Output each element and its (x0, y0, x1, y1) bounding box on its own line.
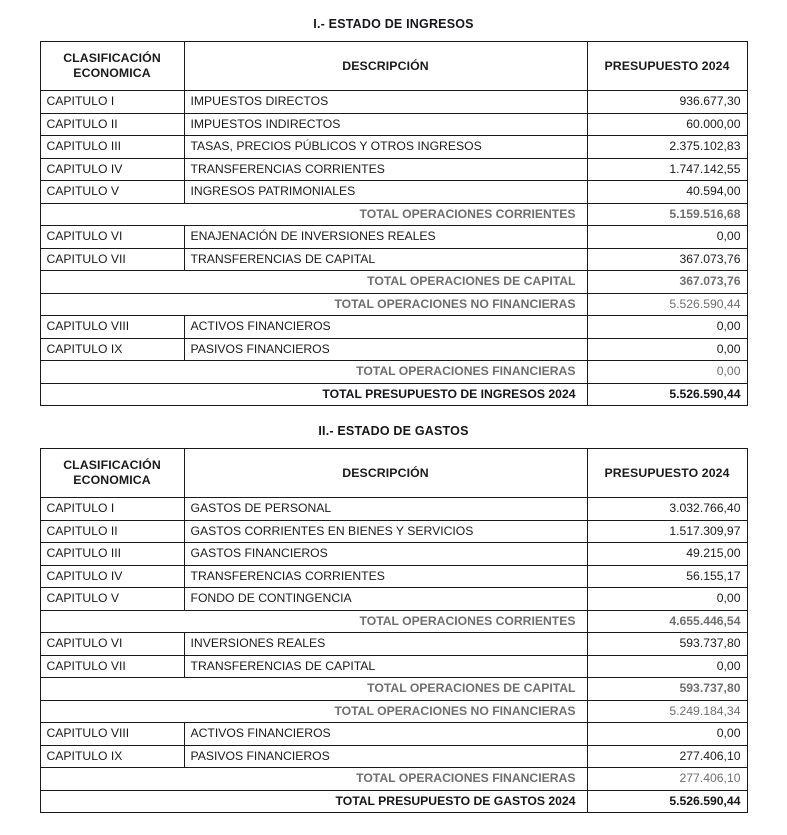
cell-presupuesto-amount: 2.375.102,83 (587, 136, 747, 159)
cell-subtotal-amount: 593.737,80 (587, 678, 747, 701)
cell-descripcion: TASAS, PRECIOS PÚBLICOS Y OTROS INGRESOS (184, 136, 587, 159)
table-row (40, 745, 747, 768)
table-estado-de-ingresos (40, 41, 748, 406)
column-header-descripcion: DESCRIPCIÓN (184, 42, 587, 91)
table-row (40, 520, 747, 543)
table-row (40, 633, 747, 656)
cell-clasificacion-economica: CAPITULO VII (40, 248, 184, 271)
table-row-grand-total (40, 383, 747, 406)
cell-presupuesto-amount: 0,00 (587, 338, 747, 361)
table-row-subtotal (40, 361, 747, 384)
cell-descripcion: TRANSFERENCIAS CORRIENTES (184, 158, 587, 181)
cell-clasificacion-economica: CAPITULO III (40, 543, 184, 566)
table-row-subtotal (40, 610, 747, 633)
cell-subtotal-label: TOTAL OPERACIONES FINANCIERAS (40, 361, 587, 384)
column-header-clasificacion-line1: CLASIFICACIÓN (63, 458, 161, 472)
cell-clasificacion-economica: CAPITULO VII (40, 655, 184, 678)
section-title-ingresos: I.- ESTADO DE INGRESOS (313, 17, 474, 31)
cell-descripcion: GASTOS CORRIENTES EN BIENES Y SERVICIOS (184, 520, 587, 543)
cell-clasificacion-economica: CAPITULO V (40, 588, 184, 611)
cell-clasificacion-economica: CAPITULO VI (40, 633, 184, 656)
cell-presupuesto-amount: 1.517.309,97 (587, 520, 747, 543)
cell-presupuesto-amount: 0,00 (587, 723, 747, 746)
cell-subtotal-label: TOTAL OPERACIONES NO FINANCIERAS (40, 293, 587, 316)
cell-presupuesto-amount: 49.215,00 (587, 543, 747, 566)
table-row (40, 316, 747, 339)
cell-presupuesto-amount: 593.737,80 (587, 633, 747, 656)
table-header-row (40, 449, 747, 498)
cell-clasificacion-economica: CAPITULO IX (40, 745, 184, 768)
cell-subtotal-amount: 4.655.446,54 (587, 610, 747, 633)
cell-descripcion: PASIVOS FINANCIEROS (184, 745, 587, 768)
cell-grand-total-amount: 5.526.590,44 (587, 383, 747, 406)
column-header-clasificacion-economica (40, 42, 184, 91)
table-row-grand-total (40, 790, 747, 813)
cell-subtotal-amount: 5.526.590,44 (587, 293, 747, 316)
table-row-subtotal (40, 768, 747, 791)
cell-clasificacion-economica: CAPITULO IV (40, 565, 184, 588)
table-row (40, 181, 747, 204)
cell-descripcion: FONDO DE CONTINGENCIA (184, 588, 587, 611)
cell-descripcion: GASTOS FINANCIEROS (184, 543, 587, 566)
cell-presupuesto-amount: 0,00 (587, 588, 747, 611)
table-body-gastos (40, 498, 747, 813)
column-header-presupuesto: PRESUPUESTO 2024 (587, 42, 747, 91)
cell-descripcion: GASTOS DE PERSONAL (184, 498, 587, 521)
cell-grand-total-label: TOTAL PRESUPUESTO DE INGRESOS 2024 (40, 383, 587, 406)
table-row (40, 543, 747, 566)
table-body-ingresos (40, 91, 747, 406)
section-title-gastos: II.- ESTADO DE GASTOS (318, 424, 469, 438)
cell-presupuesto-amount: 1.747.142,55 (587, 158, 747, 181)
cell-clasificacion-economica: CAPITULO II (40, 113, 184, 136)
table-row-subtotal (40, 271, 747, 294)
table-header-row (40, 42, 747, 91)
cell-subtotal-amount: 5.159.516,68 (587, 203, 747, 226)
table-row (40, 498, 747, 521)
cell-subtotal-amount: 277.406,10 (587, 768, 747, 791)
cell-clasificacion-economica: CAPITULO II (40, 520, 184, 543)
cell-clasificacion-economica: CAPITULO VI (40, 226, 184, 249)
table-row (40, 588, 747, 611)
cell-descripcion: ACTIVOS FINANCIEROS (184, 316, 587, 339)
cell-presupuesto-amount: 0,00 (587, 316, 747, 339)
table-row-subtotal (40, 678, 747, 701)
cell-subtotal-label: TOTAL OPERACIONES NO FINANCIERAS (40, 700, 587, 723)
cell-subtotal-amount: 5.249.184,34 (587, 700, 747, 723)
cell-clasificacion-economica: CAPITULO IV (40, 158, 184, 181)
cell-clasificacion-economica: CAPITULO IX (40, 338, 184, 361)
cell-clasificacion-economica: CAPITULO VIII (40, 316, 184, 339)
cell-presupuesto-amount: 936.677,30 (587, 91, 747, 114)
column-header-clasificacion-line2: ECONOMICA (73, 473, 151, 487)
table-row (40, 91, 747, 114)
column-header-clasificacion-economica (40, 449, 184, 498)
cell-presupuesto-amount: 0,00 (587, 226, 747, 249)
cell-descripcion: INGRESOS PATRIMONIALES (184, 181, 587, 204)
cell-presupuesto-amount: 56.155,17 (587, 565, 747, 588)
cell-subtotal-label: TOTAL OPERACIONES FINANCIERAS (40, 768, 587, 791)
column-header-clasificacion-line2: ECONOMICA (73, 66, 151, 80)
cell-descripcion: IMPUESTOS INDIRECTOS (184, 113, 587, 136)
table-row-subtotal (40, 203, 747, 226)
cell-clasificacion-economica: CAPITULO I (40, 91, 184, 114)
table-row (40, 565, 747, 588)
table-row (40, 723, 747, 746)
cell-descripcion: INVERSIONES REALES (184, 633, 587, 656)
cell-grand-total-label: TOTAL PRESUPUESTO DE GASTOS 2024 (40, 790, 587, 813)
cell-descripcion: ACTIVOS FINANCIEROS (184, 723, 587, 746)
cell-clasificacion-economica: CAPITULO VIII (40, 723, 184, 746)
table-row (40, 158, 747, 181)
cell-presupuesto-amount: 3.032.766,40 (587, 498, 747, 521)
cell-presupuesto-amount: 367.073,76 (587, 248, 747, 271)
cell-descripcion: ENAJENACIÓN DE INVERSIONES REALES (184, 226, 587, 249)
cell-subtotal-label: TOTAL OPERACIONES DE CAPITAL (40, 678, 587, 701)
table-row (40, 136, 747, 159)
cell-presupuesto-amount: 277.406,10 (587, 745, 747, 768)
column-header-clasificacion-line1: CLASIFICACIÓN (63, 51, 161, 65)
cell-descripcion: TRANSFERENCIAS CORRIENTES (184, 565, 587, 588)
cell-presupuesto-amount: 0,00 (587, 655, 747, 678)
table-row (40, 113, 747, 136)
table-row-subtotal (40, 700, 747, 723)
cell-subtotal-amount: 367.073,76 (587, 271, 747, 294)
cell-descripcion: TRANSFERENCIAS DE CAPITAL (184, 248, 587, 271)
column-header-descripcion: DESCRIPCIÓN (184, 449, 587, 498)
cell-presupuesto-amount: 60.000,00 (587, 113, 747, 136)
cell-subtotal-amount: 0,00 (587, 361, 747, 384)
table-row (40, 655, 747, 678)
cell-subtotal-label: TOTAL OPERACIONES CORRIENTES (40, 203, 587, 226)
cell-subtotal-label: TOTAL OPERACIONES DE CAPITAL (40, 271, 587, 294)
table-estado-de-gastos (40, 448, 748, 813)
table-row (40, 248, 747, 271)
cell-clasificacion-economica: CAPITULO I (40, 498, 184, 521)
column-header-presupuesto: PRESUPUESTO 2024 (587, 449, 747, 498)
cell-descripcion: IMPUESTOS DIRECTOS (184, 91, 587, 114)
cell-descripcion: TRANSFERENCIAS DE CAPITAL (184, 655, 587, 678)
table-row (40, 226, 747, 249)
table-row (40, 338, 747, 361)
cell-clasificacion-economica: CAPITULO III (40, 136, 184, 159)
cell-clasificacion-economica: CAPITULO V (40, 181, 184, 204)
cell-presupuesto-amount: 40.594,00 (587, 181, 747, 204)
cell-subtotal-label: TOTAL OPERACIONES CORRIENTES (40, 610, 587, 633)
table-row-subtotal (40, 293, 747, 316)
cell-descripcion: PASIVOS FINANCIEROS (184, 338, 587, 361)
cell-grand-total-amount: 5.526.590,44 (587, 790, 747, 813)
